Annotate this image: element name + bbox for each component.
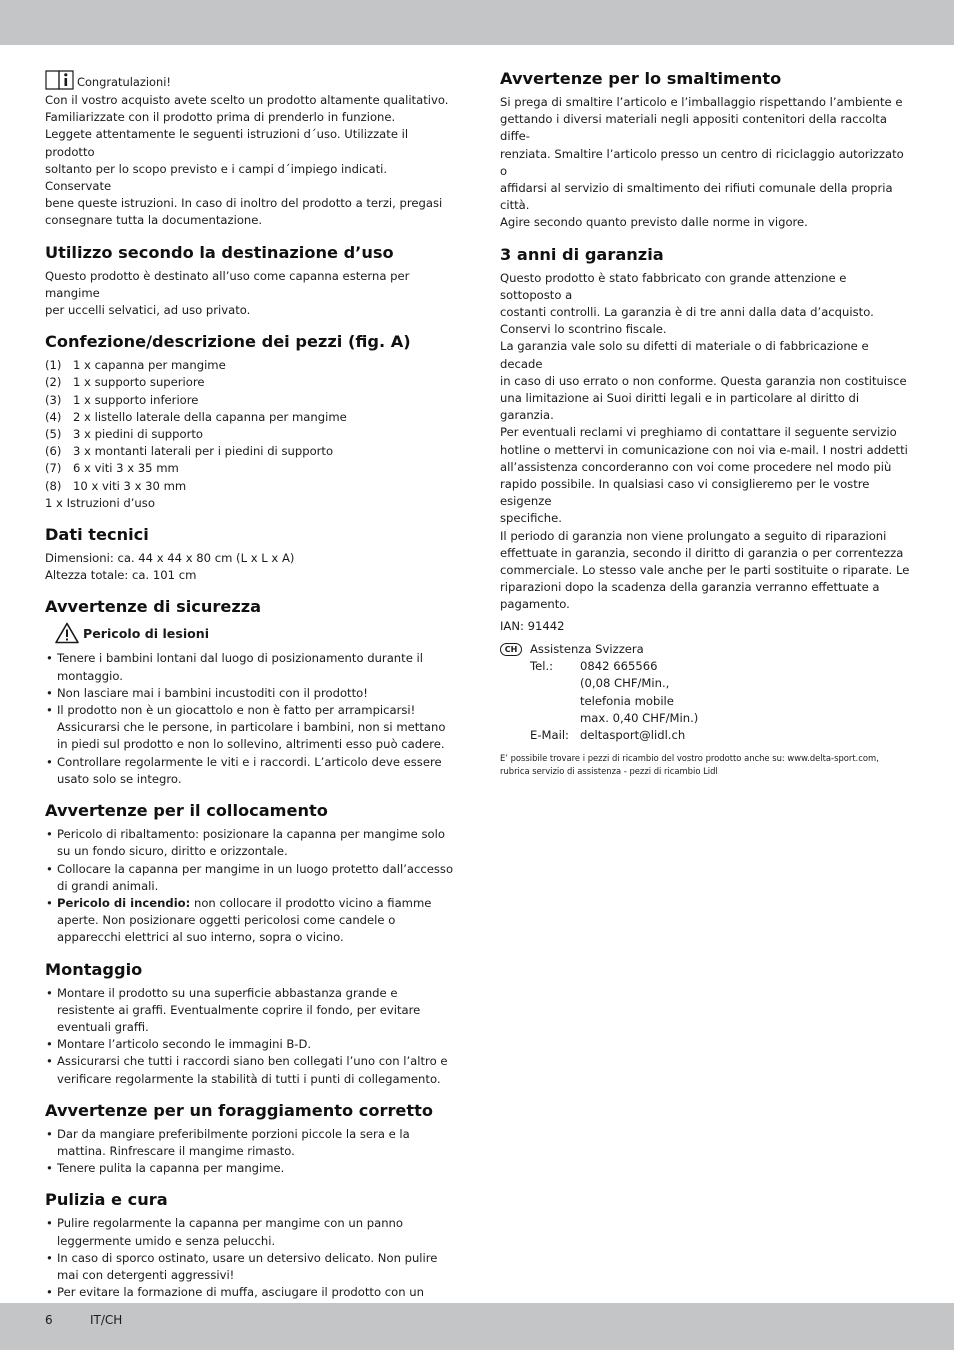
part-text: 10 x viti 3 x 30 mm <box>73 478 187 493</box>
paragraph-line: renziata. Smaltire l’articolo presso un centro di riciclaggio autorizzato o <box>500 146 904 178</box>
intro-line: consegnare tutta la documentazione. <box>45 213 263 228</box>
paragraph-line: rapido possibile. In qualsiasi caso vi consiglieremo per le vostre esigenze <box>500 477 870 509</box>
paragraph-line: Per eventuali reclami vi preghiamo di contattare il seguente servizio <box>500 425 897 440</box>
paragraph-line: pagamento. <box>500 597 570 612</box>
list-item: • Assicurarsi che tutti i raccordi siano ben collegati l’uno con l’altro e verificare regolarmente la stabilità di tutti i punti di collegamento. <box>45 1053 455 1087</box>
part-text: 1 x supporto inferiore <box>73 392 199 407</box>
intro-line: Familiarizzate con il prodotto prima di prenderlo in funzione. <box>45 110 396 125</box>
part-text: 1 x supporto superiore <box>73 375 205 390</box>
technical-data-section <box>45 524 455 584</box>
intended-use-section <box>45 242 455 320</box>
list-item: • Collocare la capanna per mangime in un luogo protetto dall’accesso di grandi animali. <box>45 861 455 895</box>
section-heading: Dati tecnici <box>45 525 149 545</box>
paragraph-line: Agire secondo quanto previsto dalle norme in vigore. <box>500 215 808 230</box>
list-item-fire <box>45 895 455 947</box>
tel-detail: telefonia mobile <box>580 693 674 708</box>
paragraph-line: hotline o mettervi in comunicazione con noi via e-mail. I nostri addetti <box>500 442 908 457</box>
part-item <box>45 409 455 426</box>
contact-tel-row <box>530 658 698 675</box>
cleaning-section <box>45 1189 455 1318</box>
intro-line: bene queste istruzioni. In caso di inoltro del prodotto a terzi, pregasi <box>45 196 443 211</box>
paragraph-line: effettuate in garanzia, secondo il diritto di garanzia o per correntezza <box>500 545 904 560</box>
top-bar <box>0 0 954 45</box>
list-item: • Controllare regolarmente le viti e i raccordi. L’articolo deve essere usato solo se integro. <box>45 754 455 788</box>
parts-section <box>45 331 455 512</box>
intro-line: soltanto per lo scopo previsto e i campi d´impiego indicati. Conservate <box>45 161 388 194</box>
tel-detail-row <box>530 710 698 727</box>
warranty-section <box>500 244 910 778</box>
list-item: • Montare l’articolo secondo le immagini B-D. <box>45 1036 455 1053</box>
section-heading: Pulizia e cura <box>45 1190 168 1210</box>
tel-detail: (0,08 CHF/Min., <box>580 676 670 691</box>
section-heading: Avvertenze per il collocamento <box>45 801 328 821</box>
paragraph-line: La garanzia vale solo su difetti di materiale o di fabbricazione e decade <box>500 339 869 371</box>
part-item <box>45 392 455 409</box>
section-heading: Montaggio <box>45 959 143 979</box>
paragraph-line: riparazioni dopo la scadenza della garanzia verranno effettuate a <box>500 580 880 595</box>
paragraph-line: Conservi lo scontrino fiscale. <box>500 322 667 337</box>
list-item: • Dar da mangiare preferibilmente porzioni piccole la sera e la mattina. Rinfrescare il mangime rimasto. <box>45 1126 455 1160</box>
paragraph-line: Si prega di smaltire l’articolo e l’imballaggio rispettando l’ambiente e <box>500 95 903 109</box>
warning-triangle-icon <box>55 622 79 644</box>
tel-detail: max. 0,40 CHF/Min.) <box>580 710 699 725</box>
assembly-section <box>45 959 455 1088</box>
part-number: (3) <box>45 392 62 407</box>
paragraph-line: in caso di uso errato o non conforme. Questa garanzia non costituisce <box>500 373 907 388</box>
paragraph-line: Altezza totale: ca. 101 cm <box>45 568 197 583</box>
warning-header <box>55 622 455 644</box>
section-heading: Avvertenze per un foraggiamento corretto <box>45 1100 434 1120</box>
part-number: (6) <box>45 444 62 459</box>
spare-parts-line: rubrica servizio di assistenza - pezzi di ricambio Lidl <box>500 766 718 777</box>
part-text: 3 x piedini di supporto <box>73 427 204 442</box>
bottom-bar <box>0 1303 954 1350</box>
tel-detail-row <box>530 693 698 710</box>
list-item: • Il prodotto non è un giocattolo e non è fatto per arrampicarsi! Assicurarsi che le persone, in particolare i bambini, non si mettano in piedi sul prodotto e non lo sollevino, altrimenti esso può cadere. <box>45 702 455 754</box>
contact-name: Assistenza Svizzera <box>530 641 644 656</box>
ian-number: IAN: 91442 <box>500 618 565 633</box>
part-number: (4) <box>45 409 62 424</box>
language-code: IT/CH <box>90 1313 123 1327</box>
tel-detail-row <box>530 675 698 692</box>
part-item <box>45 478 455 495</box>
part-extra: 1 x Istruzioni d’uso <box>45 495 155 510</box>
paragraph-line: una limitazione ai Suoi diritti legali e in particolare al diritto di garanzia. <box>500 391 860 423</box>
safety-section <box>45 596 455 788</box>
contact-email-row <box>530 727 698 744</box>
spare-parts-note <box>500 752 910 778</box>
fire-warning-text: non collocare il prodotto vicino a fiamme aperte. Non posizionare oggetti pericolosi come candele o apparecchi elettrici al suo interno, sopra o vicino. <box>57 895 432 945</box>
paragraph-line: commerciale. Lo stesso vale anche per le parti sostituite o riparate. Le <box>500 563 910 578</box>
part-number: (7) <box>45 461 62 476</box>
section-heading: Avvertenze di sicurezza <box>45 597 262 617</box>
ch-country-badge: CH <box>500 643 522 656</box>
warning-title: Pericolo di lesioni <box>83 625 210 641</box>
paragraph-line: Questo prodotto è destinato all’uso come capanna esterna per mangime <box>45 268 410 300</box>
list-item: • Montare il prodotto su una superficie abbastanza grande e resistente ai graffi. Eventualmente coprire il fondo, per evitare eventuali graffi. <box>45 985 455 1037</box>
part-item <box>45 357 455 374</box>
feeding-section <box>45 1100 455 1178</box>
left-column <box>45 68 455 1319</box>
paragraph-line: per uccelli selvatici, ad uso privato. <box>45 303 251 318</box>
part-item <box>45 426 455 443</box>
list-item: • Tenere i bambini lontani dal luogo di posizionamento durante il montaggio. <box>45 650 455 684</box>
list-item: • Pericolo di ribaltamento: posizionare la capanna per mangime solo su un fondo sicuro, diritto e orizzontale. <box>45 826 455 860</box>
paragraph-line: Dimensioni: ca. 44 x 44 x 80 cm (L x L x A) <box>45 551 295 566</box>
fire-warning-label: Pericolo di incendio: <box>57 895 191 910</box>
email-address[interactable]: deltasport@lidl.ch <box>580 727 686 742</box>
list-item: • Per evitare la formazione di muffa, asciugare il prodotto con un <box>45 1284 455 1318</box>
section-heading: Utilizzo secondo la destinazione d’uso <box>45 242 394 262</box>
part-number: (2) <box>45 375 62 390</box>
email-label: E-Mail: <box>530 727 569 742</box>
paragraph-line: all’assistenza concorderanno con voi come procedere nel modo più <box>500 459 892 474</box>
paragraph-line: Questo prodotto è stato fabbricato con grande attenzione e sottoposto a <box>500 270 847 302</box>
part-text: 1 x capanna per mangime <box>73 358 226 373</box>
disposal-section <box>500 68 910 232</box>
tel-label: Tel.: <box>530 659 554 674</box>
part-number: (1) <box>45 358 62 373</box>
section-heading: Avvertenze per lo smaltimento <box>500 69 782 88</box>
list-item: • Tenere pulita la capanna per mangime. <box>45 1160 455 1177</box>
list-item: • In caso di sporco ostinato, usare un detersivo delicato. Non pulire mai con detergenti aggressivi! <box>45 1250 455 1284</box>
section-heading: 3 anni di garanzia <box>500 244 664 264</box>
intro-title: Congratulazioni! <box>77 75 171 89</box>
paragraph-line: specifiche. <box>500 511 562 526</box>
paragraph-line: gettando i diversi materiali negli appositi contenitori della raccolta diffe- <box>500 112 887 144</box>
part-item <box>45 443 455 460</box>
tel-number[interactable]: 0842 665566 <box>580 659 658 674</box>
paragraph-line: affidarsi al servizio di smaltimento dei rifiuti comunale della propria città. <box>500 181 893 213</box>
intro-line: Con il vostro acquisto avete scelto un prodotto altamente qualitativo. <box>45 93 449 107</box>
intro-section <box>45 68 455 230</box>
intro-header <box>45 68 455 90</box>
part-number: (8) <box>45 478 62 493</box>
part-item <box>45 460 455 477</box>
section-heading: Confezione/descrizione dei pezzi (fig. A) <box>45 332 411 352</box>
part-number: (5) <box>45 427 62 442</box>
placement-section <box>45 800 455 946</box>
info-book-icon <box>45 68 75 90</box>
part-text: 6 x viti 3 x 35 mm <box>73 461 179 476</box>
paragraph-line: Il periodo di garanzia non viene prolungato a seguito di riparazioni <box>500 528 887 543</box>
intro-line: Leggete attentamente le seguenti istruzioni d´uso. Utilizzate il prodotto <box>45 127 409 159</box>
part-text: 2 x listello laterale della capanna per mangime <box>73 409 347 424</box>
part-text: 3 x montanti laterali per i piedini di supporto <box>73 444 334 459</box>
spare-parts-line: E’ possibile trovare i pezzi di ricambio del vostro prodotto anche su: www.delta-sport.com, <box>500 753 879 764</box>
paragraph-line: costanti controlli. La garanzia è di tre anni dalla data d’acquisto. <box>500 305 874 320</box>
contact-block <box>500 641 910 744</box>
list-item: • Non lasciare mai i bambini incustoditi con il prodotto! <box>45 685 455 702</box>
page-number: 6 <box>45 1313 53 1327</box>
contact-details <box>530 641 698 744</box>
right-column <box>500 68 910 778</box>
part-item <box>45 374 455 391</box>
list-item: • Pulire regolarmente la capanna per mangime con un panno leggermente umido e senza pelucchi. <box>45 1215 455 1249</box>
